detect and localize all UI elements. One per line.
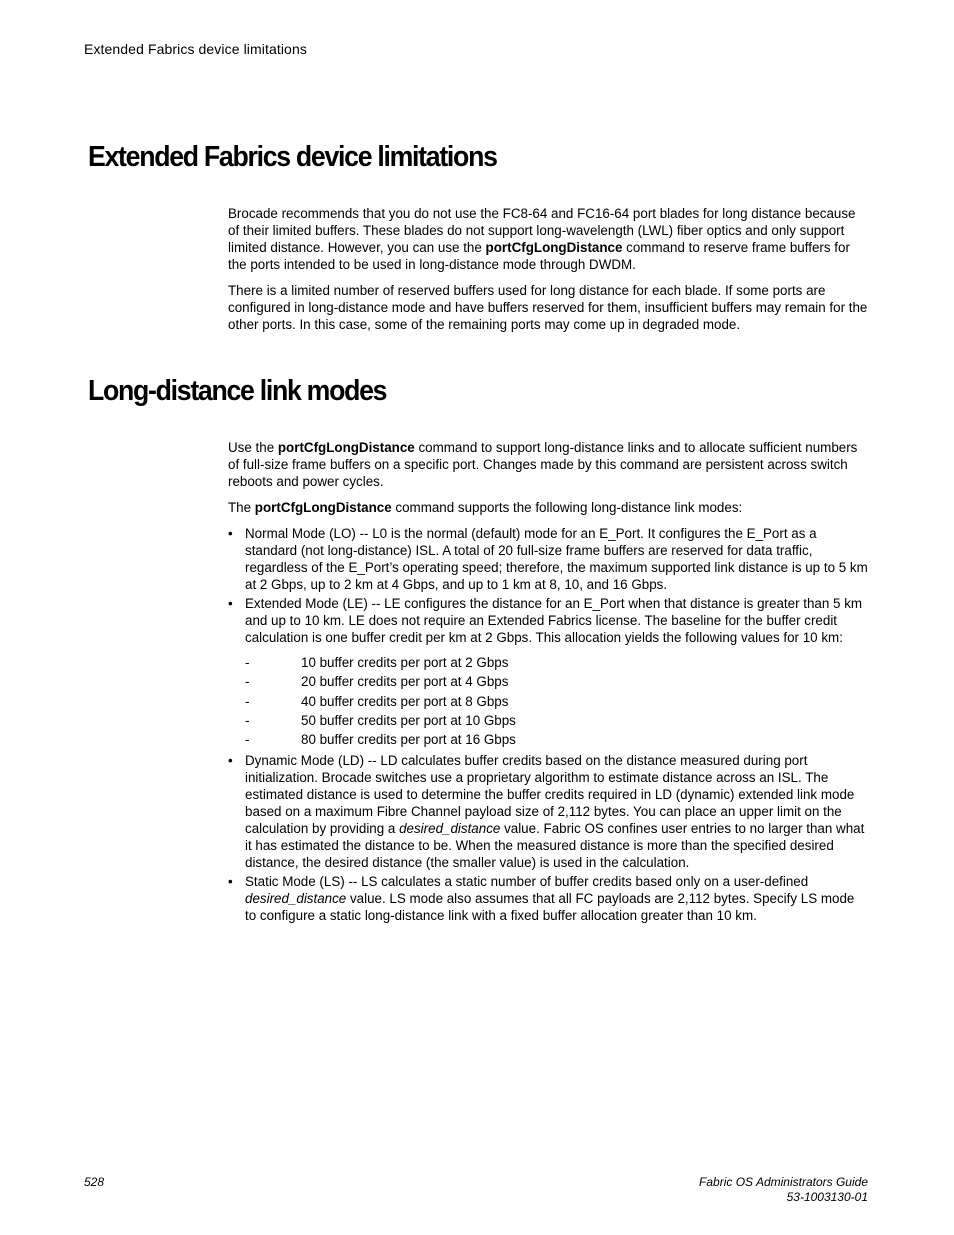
paragraph: Use the portCfgLongDistance command to support long-distance links and to allocate sufficient numbers of full-size frame buffers on a specific port. Changes made by this command are persistent across switch reboots and power cycles. xyxy=(228,440,858,489)
footer-doc-info xyxy=(699,1175,868,1205)
bullet-glyph: • xyxy=(228,874,233,890)
section-body-extended-fabrics xyxy=(228,205,868,342)
list-item: - 80 buffer credits per port at 16 Gbps xyxy=(245,732,516,748)
parameter-name: desired_distance xyxy=(399,821,501,837)
buffer-credit-list xyxy=(245,654,868,750)
list-item-extended-mode: • Extended Mode (LE) -- LE configures the distance for an E_Port when that distance is greater than 5 km and up to 10 km. LE does not require an Extended Fabrics license. The baseline for the buffer credit calculation is one buffer credit per km at 2 Gbps. This allocation yields the following values for 10 km: - 10 buffer credits per port at 2 Gbps - 20 buffer credits per port at 4 Gbps - 40 buffer credits per port at 8 Gbps - 50 buffer credits per port at 10 Gbps - 80 buffer credits per port at 16 Gbps xyxy=(228,595,868,750)
list-item-normal-mode: • Normal Mode (LO) -- L0 is the normal (default) mode for an E_Port. It configures the E_Port as a standard (not long-distance) ISL. A total of 20 full-size frame buffers are reserved for data traffic, regardless of the E_Port’s operating speed; therefore, the maximum supported link distance is up to 5 km at 2 Gbps, up to 2 km at 4 Gbps, and up to 1 km at 8, 10, and 16 Gbps. xyxy=(228,526,868,592)
running-header: Extended Fabrics device limitations xyxy=(84,41,307,57)
paragraph: Brocade recommends that you do not use the FC8-64 and FC16-64 port blades for long distance because of their limited buffers. These blades do not support long-wavelength (LWL) fiber optics and only support limited distance. However, you can use the portCfgLongDistance command to reserve frame buffers for the ports intended to be used in long-distance mode through DWDM. xyxy=(228,206,856,272)
parameter-name: desired_distance xyxy=(245,891,347,907)
list-item: - 50 buffer credits per port at 10 Gbps xyxy=(245,712,516,728)
doc-number: 53-1003130-01 xyxy=(786,1190,868,1204)
link-modes-list xyxy=(228,525,868,924)
command-name: portCfgLongDistance xyxy=(277,440,415,455)
section-body-long-distance xyxy=(228,439,868,926)
bullet-glyph: • xyxy=(228,753,233,769)
bullet-glyph: • xyxy=(228,596,233,611)
list-item-dynamic-mode: • Dynamic Mode (LD) -- LD calculates buffer credits based on the distance measured during port initialization. Brocade switches use a proprietary algorithm to estimate distance across an ISL. The estimated distance is used to determine the buffer credits required in LD (dynamic) extended link mode based on a maximum Fibre Channel payload size of 2,112 bytes. You can place an upper limit on the calculation by providing a desired_distance value. Fabric OS confines user entries to no larger than what it has estimated the distance to be. When the measured distance is more than the specified desired distance, the desired distance (the smaller value) is used in the calculation. xyxy=(228,753,865,871)
paragraph: There is a limited number of reserved buffers used for long distance for each blade. If some ports are configured in long-distance mode and have buffers reserved for them, insufficient buffers may remain for the other ports. In this case, some of the remaining ports may come up in degraded mode. xyxy=(228,283,868,332)
list-item: - 10 buffer credits per port at 2 Gbps xyxy=(245,655,509,670)
page-number: 528 xyxy=(84,1175,105,1189)
section-heading-extended-fabrics: Extended Fabrics device limitations xyxy=(88,141,497,173)
command-name: portCfgLongDistance xyxy=(254,500,392,515)
paragraph: The portCfgLongDistance command supports the following long-distance link modes: xyxy=(228,500,743,515)
bullet-glyph: • xyxy=(228,526,233,541)
list-item: - 20 buffer credits per port at 4 Gbps xyxy=(245,674,509,690)
book-title: Fabric OS Administrators Guide xyxy=(699,1175,868,1189)
list-item: - 40 buffer credits per port at 8 Gbps xyxy=(245,693,509,709)
command-name: portCfgLongDistance xyxy=(485,240,623,255)
list-item-static-mode: • Static Mode (LS) -- LS calculates a static number of buffer credits based only on a user-defined desired_distance value. LS mode also assumes that all FC payloads are 2,112 bytes. Specify LS mode to configure a static long-distance link with a fixed buffer allocation greater than 10 km. xyxy=(228,874,855,924)
section-heading-long-distance: Long-distance link modes xyxy=(88,375,387,407)
